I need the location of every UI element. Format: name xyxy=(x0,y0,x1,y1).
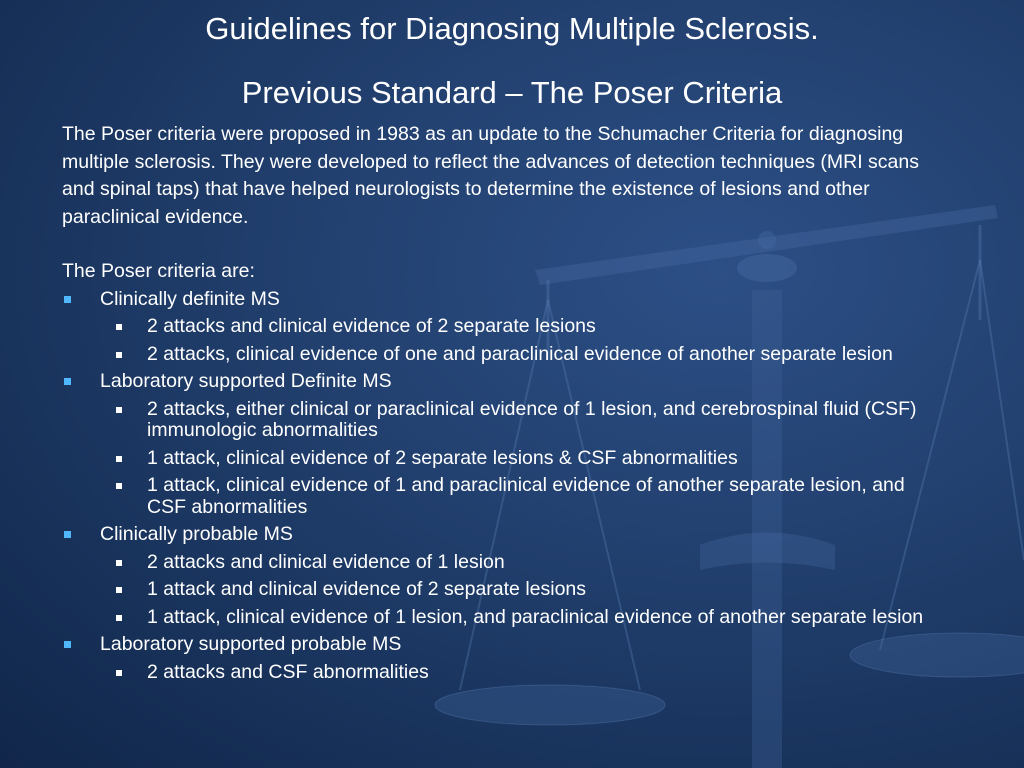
square-bullet-icon xyxy=(116,670,122,676)
criteria-label: Clinically probable MS xyxy=(100,523,293,545)
slide-title: Guidelines for Diagnosing Multiple Sclerosis. xyxy=(205,11,819,46)
square-bullet-icon xyxy=(64,378,71,385)
square-bullet-icon xyxy=(116,456,122,462)
criteria-label: Clinically definite MS xyxy=(100,287,280,310)
criteria-subitem: 1 attack, clinical evidence of 2 separate lesions & CSF abnormalities xyxy=(108,445,927,473)
square-bullet-icon xyxy=(116,560,122,566)
square-bullet-icon xyxy=(116,324,122,330)
criteria-item xyxy=(62,631,962,686)
criteria-sublist xyxy=(108,549,962,632)
criteria-subitem: 2 attacks and clinical evidence of 2 separate lesions xyxy=(108,313,927,341)
criteria-subitem: 1 attack and clinical evidence of 2 separate lesions xyxy=(108,576,927,604)
intro-paragraph: The Poser criteria were proposed in 1983 as an update to the Schumacher Criteria for diagnosing multiple sclerosis. They were developed to reflect the advances of detection techniques (MRI scans and spinal taps) that have helped neurologists to determine the existence of lesions and other paraclinical evidence. xyxy=(62,123,920,228)
slide-body xyxy=(62,121,962,686)
criteria-list xyxy=(62,286,962,687)
square-bullet-icon xyxy=(116,587,122,593)
criteria-sublist xyxy=(108,313,962,368)
criteria-subitem: 1 attack, clinical evidence of 1 and paraclinical evidence of another separate lesion, and CSF abnormalities xyxy=(108,472,927,521)
square-bullet-icon xyxy=(64,531,71,538)
criteria-subitem: 2 attacks, either clinical or paraclinical evidence of 1 lesion, and cerebrospinal fluid (CSF) immunologic abnormalities xyxy=(108,396,927,445)
square-bullet-icon xyxy=(116,407,122,413)
criteria-item xyxy=(62,521,962,631)
criteria-subitem: 2 attacks and CSF abnormalities xyxy=(108,659,927,687)
criteria-lead: The Poser criteria are: xyxy=(62,260,255,282)
square-bullet-icon xyxy=(116,352,122,358)
criteria-sublist xyxy=(108,396,962,522)
square-bullet-icon xyxy=(116,615,122,621)
criteria-subitem: 2 attacks, clinical evidence of one and paraclinical evidence of another separate lesion xyxy=(108,341,927,369)
criteria-label: Laboratory supported Definite MS xyxy=(100,370,392,392)
criteria-subitem: 2 attacks and clinical evidence of 1 lesion xyxy=(108,549,927,577)
slide-subtitle: Previous Standard – The Poser Criteria xyxy=(241,75,783,110)
criteria-subitem: 1 attack, clinical evidence of 1 lesion, and paraclinical evidence of another separate lesion xyxy=(108,604,927,632)
square-bullet-icon xyxy=(64,641,71,648)
criteria-sublist xyxy=(108,659,962,687)
criteria-label: Laboratory supported probable MS xyxy=(100,633,402,655)
criteria-item xyxy=(62,368,962,521)
criteria-item xyxy=(62,286,962,369)
square-bullet-icon xyxy=(116,483,122,489)
square-bullet-icon xyxy=(64,296,71,303)
